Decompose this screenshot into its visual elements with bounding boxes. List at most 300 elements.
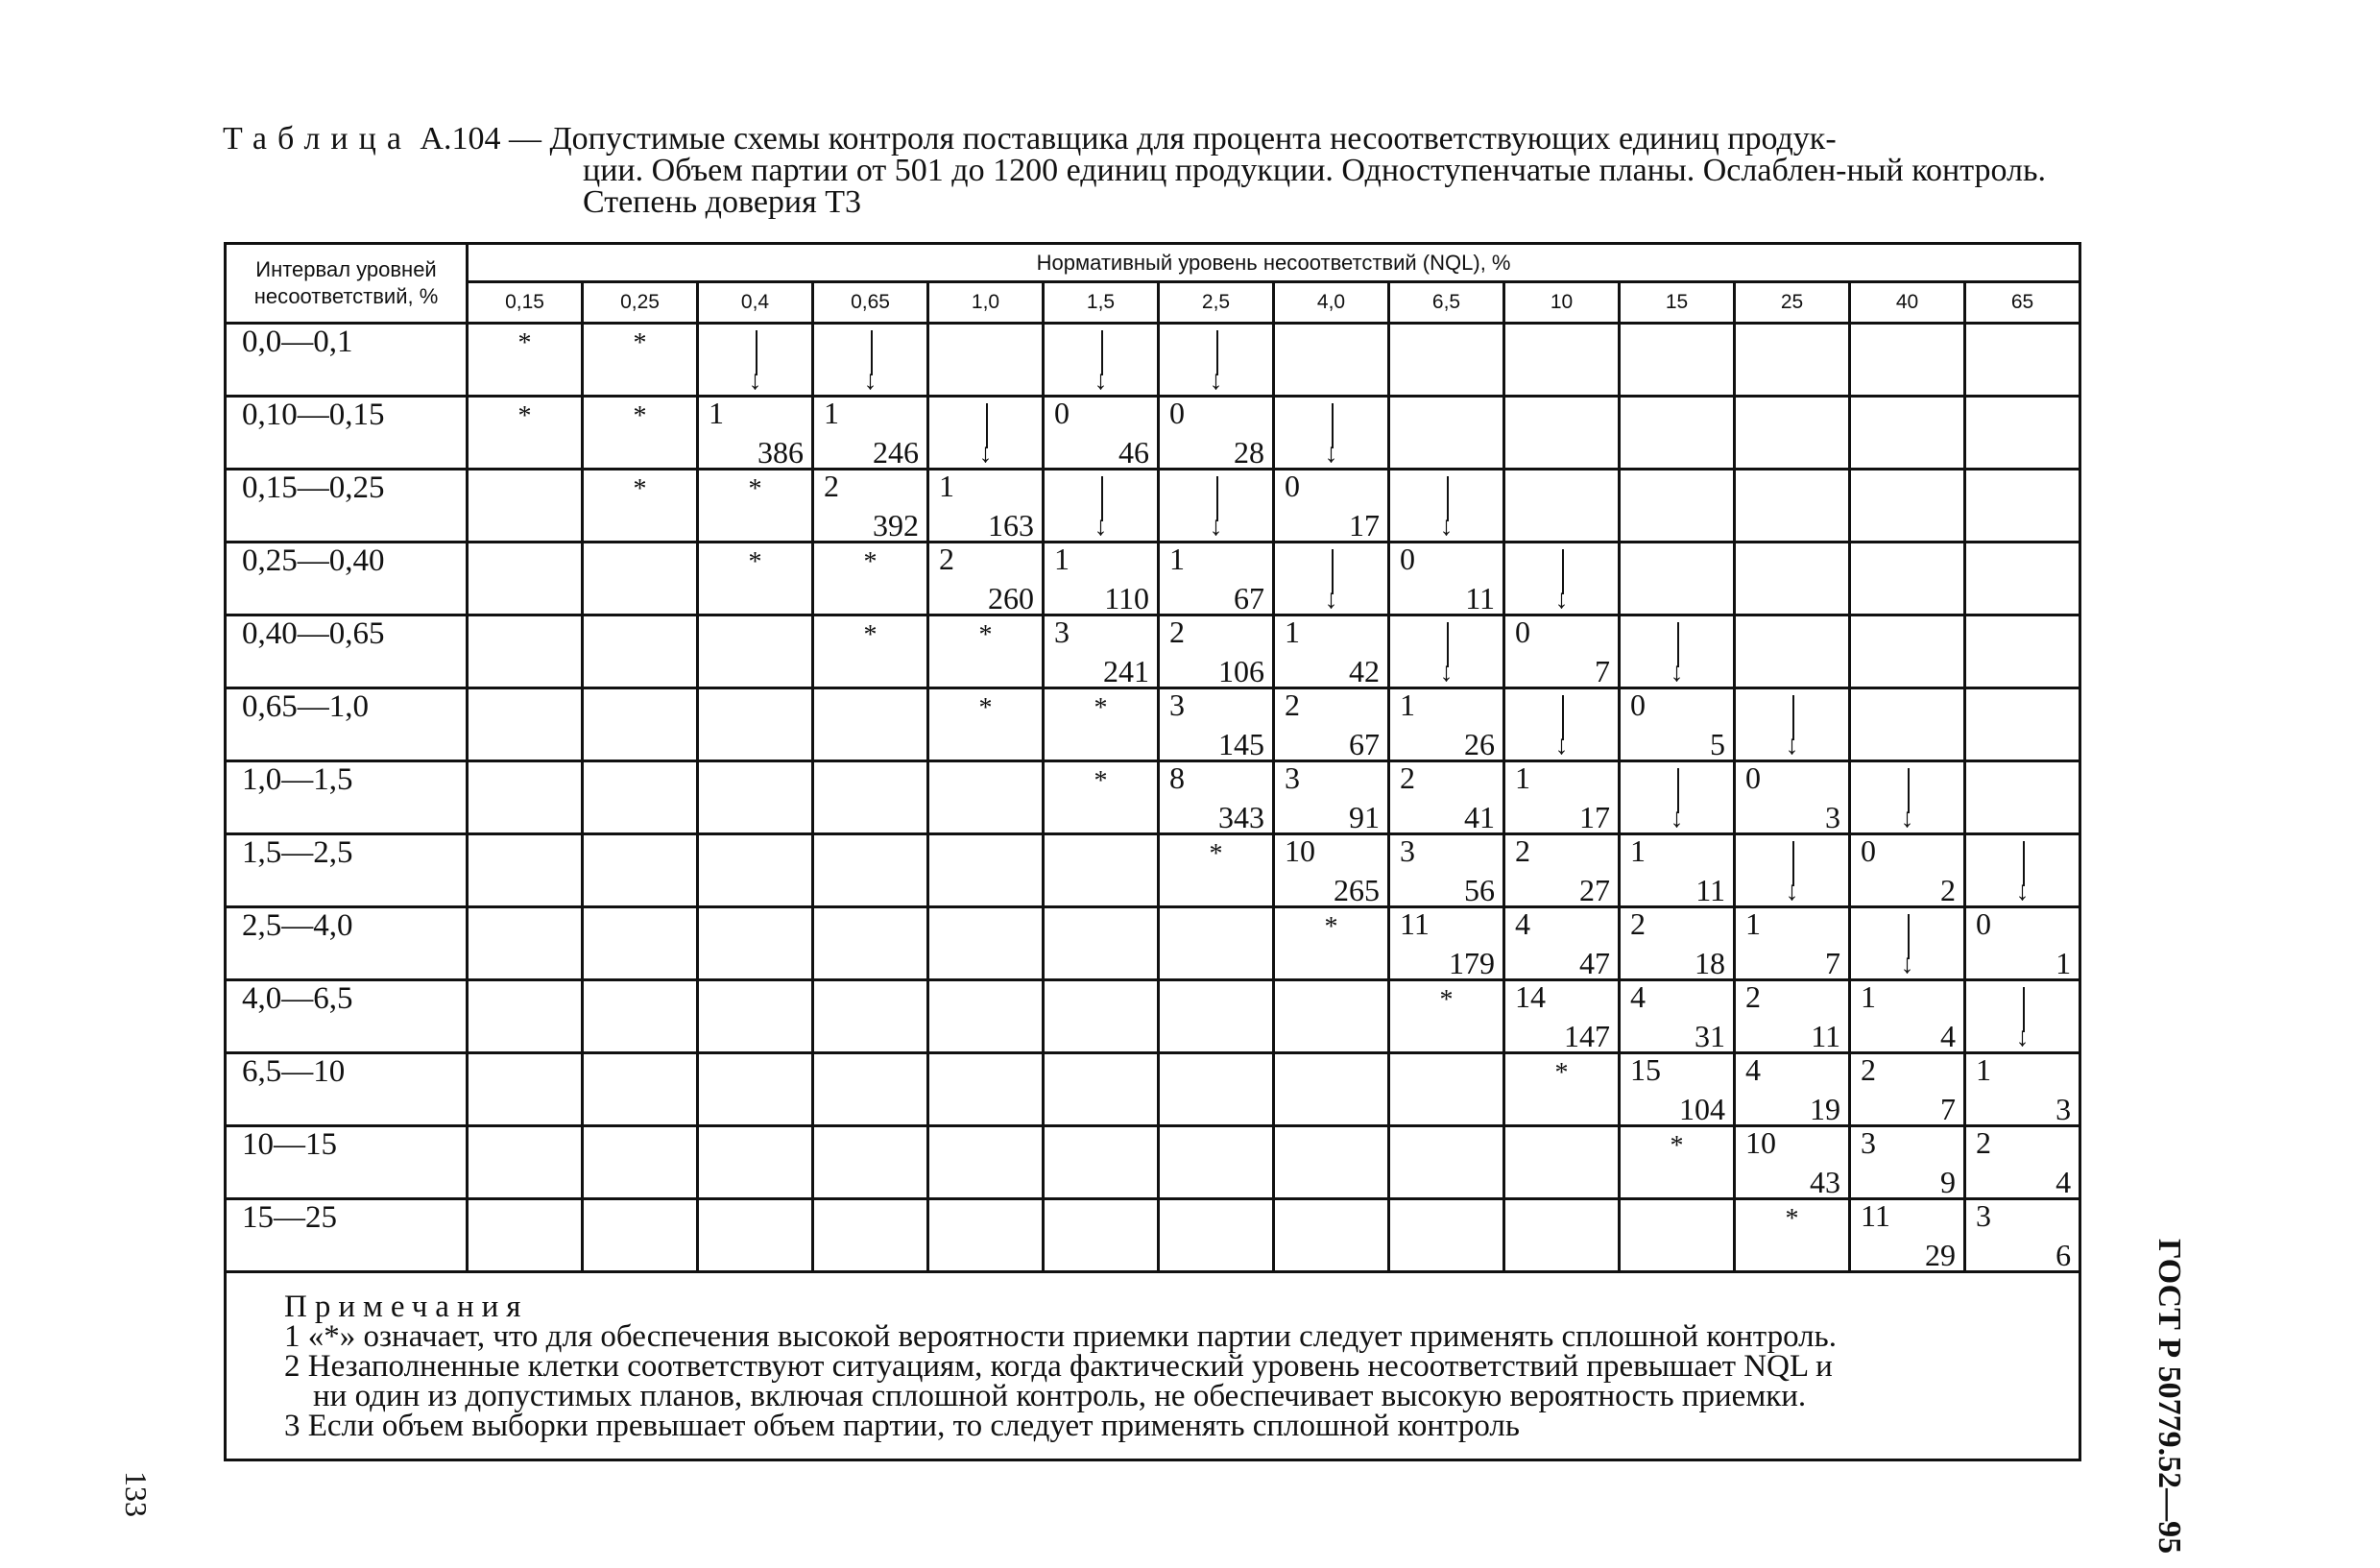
- full-inspection-mark: *: [863, 620, 877, 650]
- plan-cell: [1159, 615, 1274, 688]
- sample-size: 265: [1334, 873, 1380, 907]
- plan-cell: [1850, 1053, 1965, 1126]
- plan-cell: [1504, 615, 1620, 688]
- acceptance-number: 0: [1515, 615, 1530, 649]
- plan-cell: [1620, 907, 1735, 980]
- plan-cell: [1274, 397, 1389, 470]
- sample-size: 392: [873, 508, 919, 543]
- full-inspection-mark: *: [633, 474, 647, 504]
- sample-size: 1: [2055, 946, 2072, 980]
- plan-cell: [1504, 834, 1620, 907]
- plan-cell: [698, 1199, 813, 1272]
- sample-size: 91: [1349, 800, 1380, 834]
- plan-cell: [1274, 1126, 1389, 1199]
- acceptance-number: 3: [1861, 1125, 1876, 1160]
- plan-cell: [1159, 543, 1274, 615]
- plan-cell: [928, 397, 1044, 470]
- plan-cell: [1274, 1199, 1389, 1272]
- full-inspection-mark: *: [1670, 1131, 1684, 1161]
- plan-cell: [1965, 1199, 2080, 1272]
- acceptance-number: 4: [1630, 979, 1646, 1014]
- full-inspection-mark: *: [863, 547, 877, 577]
- sample-size: 5: [1710, 727, 1725, 761]
- sample-size: 11: [1811, 1019, 1840, 1053]
- table-row: [226, 980, 2080, 1053]
- plan-cell: [1850, 324, 1965, 397]
- plan-cell: [1274, 907, 1389, 980]
- acceptance-number: 1: [1169, 542, 1185, 576]
- plan-cell: [813, 688, 928, 761]
- sample-size: 145: [1218, 727, 1264, 761]
- row-interval-label: 0,40—0,65: [226, 615, 468, 688]
- plan-cell: [468, 834, 583, 907]
- plan-cell: [813, 1126, 928, 1199]
- plan-cell: [1735, 980, 1850, 1053]
- standard-code: ГОСТ Р 50779.52—95: [2152, 1239, 2187, 1555]
- plan-cell: [1274, 761, 1389, 834]
- plan-cell: [1389, 1053, 1504, 1126]
- plan-cell: [1735, 1126, 1850, 1199]
- plan-cell: [813, 543, 928, 615]
- plan-cell: [1389, 688, 1504, 761]
- plan-cell: [1504, 1053, 1620, 1126]
- arrow-head-icon: ↓: [2015, 877, 2030, 906]
- nql-header: 15: [1620, 282, 1735, 324]
- table-row: [226, 470, 2080, 543]
- sample-size: 18: [1695, 946, 1725, 980]
- plan-cell: [1850, 397, 1965, 470]
- sample-size: 106: [1218, 654, 1264, 688]
- arrow-head-icon: ↓: [1439, 658, 1454, 688]
- plan-cell: [1620, 397, 1735, 470]
- plan-cell: [813, 761, 928, 834]
- plan-cell: [1159, 907, 1274, 980]
- table-row: [226, 834, 2080, 907]
- sample-size: 7: [1940, 1092, 1956, 1126]
- plan-cell: [1735, 543, 1850, 615]
- row-interval-label: 4,0—6,5: [226, 980, 468, 1053]
- acceptance-number: 10: [1285, 833, 1315, 868]
- acceptance-number: 4: [1515, 906, 1530, 941]
- plan-cell: [1504, 688, 1620, 761]
- arrow-head-icon: ↓: [1209, 366, 1223, 396]
- acceptance-number: 0: [1400, 542, 1415, 576]
- plan-cell: [468, 688, 583, 761]
- arrow-head-icon: ↓: [1209, 512, 1223, 542]
- plan-cell: [1735, 1199, 1850, 1272]
- row-interval-label: 1,5—2,5: [226, 834, 468, 907]
- plan-cell: [1850, 615, 1965, 688]
- plan-cell: [1504, 543, 1620, 615]
- table-row: [226, 543, 2080, 615]
- acceptance-number: 2: [1630, 906, 1646, 941]
- plan-cell: [1389, 324, 1504, 397]
- full-inspection-mark: *: [1094, 693, 1108, 723]
- plan-cell: [1620, 688, 1735, 761]
- acceptance-number: 0: [1169, 396, 1185, 430]
- sample-size: 6: [2055, 1238, 2072, 1272]
- sample-size: 11: [1695, 873, 1725, 907]
- table-caption: [223, 123, 2066, 218]
- plan-cell: [1735, 761, 1850, 834]
- arrow-head-icon: ↓: [1670, 658, 1684, 688]
- acceptance-number: 4: [1745, 1052, 1761, 1087]
- sample-size: 7: [1825, 946, 1840, 980]
- sample-size: 46: [1118, 435, 1149, 470]
- nql-header: 65: [1965, 282, 2080, 324]
- plan-cell: [1504, 324, 1620, 397]
- plan-cell: [698, 688, 813, 761]
- acceptance-number: 0: [1976, 906, 1991, 941]
- row-interval-label: 2,5—4,0: [226, 907, 468, 980]
- acceptance-number: 3: [1169, 688, 1185, 722]
- plan-cell: [928, 980, 1044, 1053]
- note-2-cont: ни один из допустимых планов, включая сплошной контроль, не обеспечивает высокую вероятность приемки.: [313, 1379, 1807, 1413]
- plan-cell: [1044, 1053, 1159, 1126]
- arrow-head-icon: ↓: [1785, 877, 1799, 906]
- plan-cell: [813, 397, 928, 470]
- plan-cell: [1620, 1199, 1735, 1272]
- sample-size: 110: [1104, 581, 1149, 615]
- plan-cell: [698, 470, 813, 543]
- plan-cell: [1965, 688, 2080, 761]
- sample-size: 3: [1825, 800, 1840, 834]
- plan-cell: [1620, 761, 1735, 834]
- arrow-head-icon: ↓: [1670, 804, 1684, 833]
- plan-cell: [1620, 980, 1735, 1053]
- acceptance-number: 10: [1745, 1125, 1776, 1160]
- acceptance-number: 1: [824, 396, 839, 430]
- table-row: [226, 907, 2080, 980]
- plan-cell: [1735, 397, 1850, 470]
- plan-cell: [1735, 688, 1850, 761]
- sample-size: 67: [1234, 581, 1264, 615]
- plan-cell: [698, 324, 813, 397]
- caption-text: А.104 — Допустимые схемы контроля поставщика для процента несоответствующих единиц продук-: [420, 121, 1837, 157]
- plan-cell: [1504, 470, 1620, 543]
- plan-cell: [1159, 1126, 1274, 1199]
- plan-cell: [583, 397, 698, 470]
- sample-size: 386: [757, 435, 804, 470]
- plan-cell: [468, 761, 583, 834]
- nql-header: 0,25: [583, 282, 698, 324]
- full-inspection-mark: *: [633, 328, 647, 358]
- full-inspection-mark: *: [1439, 985, 1454, 1015]
- plan-cell: [583, 761, 698, 834]
- acceptance-number: 2: [1861, 1052, 1876, 1087]
- nql-header: 0,4: [698, 282, 813, 324]
- plan-cell: [1159, 761, 1274, 834]
- sample-size: 3: [2055, 1092, 2072, 1126]
- plan-cell: [813, 907, 928, 980]
- plan-cell: [928, 324, 1044, 397]
- plan-cell: [1620, 543, 1735, 615]
- arrow-head-icon: ↓: [863, 366, 877, 396]
- plan-cell: [1274, 1053, 1389, 1126]
- sample-size: 26: [1464, 727, 1495, 761]
- plan-cell: [698, 834, 813, 907]
- full-inspection-mark: *: [1554, 1058, 1569, 1088]
- row-interval-label: 0,25—0,40: [226, 543, 468, 615]
- plan-cell: [583, 470, 698, 543]
- plan-cell: [583, 1199, 698, 1272]
- plan-cell: [698, 615, 813, 688]
- caption-text-cont: ции. Объем партии от 501 до 1200 единиц продукции. Одноступенчатые планы. Ослаблен-ный контроль. Степень доверия Т3: [583, 153, 2046, 220]
- nql-header: 10: [1504, 282, 1620, 324]
- full-inspection-mark: *: [1209, 839, 1223, 869]
- full-inspection-mark: *: [748, 547, 762, 577]
- acceptance-number: 0: [1054, 396, 1070, 430]
- plan-cell: [1159, 980, 1274, 1053]
- full-inspection-mark: *: [978, 620, 993, 650]
- plan-cell: [928, 543, 1044, 615]
- plan-cell: [1735, 470, 1850, 543]
- plan-cell: [1159, 324, 1274, 397]
- plan-cell: [928, 761, 1044, 834]
- page-number: 133: [119, 1471, 154, 1517]
- plan-cell: [1159, 834, 1274, 907]
- plan-cell: [468, 1126, 583, 1199]
- full-inspection-mark: *: [1324, 912, 1338, 942]
- nql-group-header: Нормативный уровень несоответствий (NQL), %: [468, 244, 2080, 282]
- sample-size: 4: [1940, 1019, 1956, 1053]
- plan-cell: [468, 907, 583, 980]
- sample-size: 17: [1349, 508, 1380, 543]
- acceptance-number: 0: [1630, 688, 1646, 722]
- nql-header: 25: [1735, 282, 1850, 324]
- sample-size: 179: [1449, 946, 1495, 980]
- row-interval-label: 0,0—0,1: [226, 324, 468, 397]
- plan-cell: [1850, 907, 1965, 980]
- sample-size: 17: [1579, 800, 1610, 834]
- table-row: [226, 324, 2080, 397]
- acceptance-number: 0: [1861, 833, 1876, 868]
- plan-cell: [698, 980, 813, 1053]
- table-row: [226, 688, 2080, 761]
- plan-cell: [1044, 324, 1159, 397]
- acceptance-number: 1: [1976, 1052, 1991, 1087]
- plan-cell: [928, 615, 1044, 688]
- acceptance-number: 2: [1745, 979, 1761, 1014]
- plan-cell: [1044, 761, 1159, 834]
- plan-cell: [1965, 324, 2080, 397]
- sample-size: 241: [1103, 654, 1149, 688]
- plan-cell: [1504, 907, 1620, 980]
- acceptance-plans-table: [224, 242, 2081, 1461]
- plan-cell: [928, 1126, 1044, 1199]
- acceptance-number: 2: [1976, 1125, 1991, 1160]
- sample-size: 41: [1464, 800, 1495, 834]
- row-interval-label: 0,10—0,15: [226, 397, 468, 470]
- plan-cell: [468, 543, 583, 615]
- plan-cell: [468, 397, 583, 470]
- arrow-head-icon: ↓: [1900, 804, 1914, 833]
- plan-cell: [583, 1053, 698, 1126]
- row-interval-label: 1,0—1,5: [226, 761, 468, 834]
- plan-cell: [1850, 1199, 1965, 1272]
- nql-header: 1,5: [1044, 282, 1159, 324]
- plan-cell: [583, 688, 698, 761]
- plan-cell: [1850, 543, 1965, 615]
- acceptance-number: 1: [939, 469, 954, 503]
- row-interval-label: 10—15: [226, 1126, 468, 1199]
- plan-cell: [813, 1199, 928, 1272]
- sample-size: 43: [1810, 1165, 1840, 1199]
- sample-size: 163: [988, 508, 1034, 543]
- plan-cell: [1044, 907, 1159, 980]
- plan-cell: [1965, 470, 2080, 543]
- full-inspection-mark: *: [517, 401, 532, 431]
- table-row: [226, 761, 2080, 834]
- acceptance-number: 2: [1515, 833, 1530, 868]
- plan-cell: [813, 834, 928, 907]
- arrow-head-icon: ↓: [748, 366, 762, 396]
- plan-cell: [1389, 543, 1504, 615]
- full-inspection-mark: *: [517, 328, 532, 358]
- row-interval-label: 0,65—1,0: [226, 688, 468, 761]
- plan-cell: [1850, 688, 1965, 761]
- sample-size: 47: [1579, 946, 1610, 980]
- table-row: [226, 615, 2080, 688]
- plan-cell: [1850, 980, 1965, 1053]
- plan-cell: [928, 907, 1044, 980]
- plan-cell: [1159, 1199, 1274, 1272]
- plan-cell: [1274, 980, 1389, 1053]
- note-1: 1 «*» означает, что для обеспечения высокой вероятности приемки партии следует применять сплошной контроль.: [284, 1319, 1837, 1354]
- plan-cell: [1504, 980, 1620, 1053]
- plan-cell: [1044, 397, 1159, 470]
- arrow-head-icon: ↓: [1785, 731, 1799, 760]
- plan-cell: [468, 615, 583, 688]
- plan-cell: [1965, 1053, 2080, 1126]
- notes-title: Примечания: [284, 1290, 529, 1324]
- plan-cell: [1044, 543, 1159, 615]
- sample-size: 7: [1595, 654, 1610, 688]
- nql-header: 0,15: [468, 282, 583, 324]
- arrow-head-icon: ↓: [1554, 585, 1569, 615]
- arrow-head-icon: ↓: [1554, 731, 1569, 760]
- interval-column-header: Интервал уровней несоответствий, %: [226, 244, 468, 324]
- plan-cell: [1159, 397, 1274, 470]
- acceptance-number: 1: [1515, 760, 1530, 795]
- nql-header: 1,0: [928, 282, 1044, 324]
- acceptance-number: 1: [709, 396, 724, 430]
- acceptance-number: 2: [1400, 760, 1415, 795]
- plan-cell: [813, 980, 928, 1053]
- sample-size: 9: [1940, 1165, 1956, 1199]
- full-inspection-mark: *: [633, 401, 647, 431]
- plan-cell: [698, 543, 813, 615]
- plan-cell: [1965, 761, 2080, 834]
- row-interval-label: 15—25: [226, 1199, 468, 1272]
- plan-cell: [1620, 470, 1735, 543]
- plan-cell: [1389, 397, 1504, 470]
- plan-cell: [813, 1053, 928, 1126]
- plan-cell: [1044, 615, 1159, 688]
- plan-cell: [583, 1126, 698, 1199]
- plan-cell: [1965, 615, 2080, 688]
- arrow-head-icon: ↓: [1094, 512, 1108, 542]
- acceptance-number: 8: [1169, 760, 1185, 795]
- arrow-head-icon: ↓: [1324, 439, 1338, 469]
- acceptance-number: 0: [1745, 760, 1761, 795]
- plan-cell: [1159, 1053, 1274, 1126]
- plan-cell: [928, 1199, 1044, 1272]
- acceptance-number: 11: [1861, 1198, 1890, 1233]
- plan-cell: [813, 470, 928, 543]
- sample-size: 29: [1925, 1238, 1956, 1272]
- sample-size: 11: [1465, 581, 1495, 615]
- acceptance-number: 3: [1054, 615, 1070, 649]
- table-row: [226, 1199, 2080, 1272]
- full-inspection-mark: *: [978, 693, 993, 723]
- nql-header: 40: [1850, 282, 1965, 324]
- row-interval-label: 0,15—0,25: [226, 470, 468, 543]
- plan-cell: [1274, 324, 1389, 397]
- acceptance-number: 1: [1861, 979, 1876, 1014]
- plan-cell: [1044, 834, 1159, 907]
- plan-cell: [1850, 470, 1965, 543]
- acceptance-number: 3: [1400, 833, 1415, 868]
- full-inspection-mark: *: [1785, 1204, 1799, 1234]
- plan-cell: [1389, 907, 1504, 980]
- plan-cell: [1389, 470, 1504, 543]
- plan-cell: [1274, 834, 1389, 907]
- plan-cell: [468, 980, 583, 1053]
- plan-cell: [1965, 834, 2080, 907]
- plan-cell: [1044, 980, 1159, 1053]
- acceptance-number: 3: [1285, 760, 1300, 795]
- nql-header: 4,0: [1274, 282, 1389, 324]
- arrow-head-icon: ↓: [1439, 512, 1454, 542]
- plan-cell: [1274, 615, 1389, 688]
- full-inspection-mark: *: [748, 474, 762, 504]
- acceptance-number: 1: [1054, 542, 1070, 576]
- plan-cell: [698, 1126, 813, 1199]
- arrow-head-icon: ↓: [1094, 366, 1108, 396]
- note-3: 3 Если объем выборки превышает объем партии, то следует применять сплошной контроль: [284, 1409, 1520, 1443]
- plan-cell: [1620, 1126, 1735, 1199]
- acceptance-number: 0: [1285, 469, 1300, 503]
- plan-cell: [1735, 1053, 1850, 1126]
- plan-cell: [583, 907, 698, 980]
- plan-cell: [1504, 761, 1620, 834]
- acceptance-number: 3: [1976, 1198, 1991, 1233]
- sample-size: 147: [1564, 1019, 1610, 1053]
- plan-cell: [468, 1199, 583, 1272]
- acceptance-number: 1: [1745, 906, 1761, 941]
- acceptance-number: 2: [1285, 688, 1300, 722]
- nql-header: 0,65: [813, 282, 928, 324]
- plan-cell: [698, 397, 813, 470]
- row-interval-label: 6,5—10: [226, 1053, 468, 1126]
- plan-cell: [698, 907, 813, 980]
- plan-cell: [1159, 688, 1274, 761]
- plan-cell: [583, 834, 698, 907]
- plan-cell: [928, 688, 1044, 761]
- acceptance-number: 1: [1285, 615, 1300, 649]
- sample-size: 104: [1679, 1092, 1725, 1126]
- plan-cell: [698, 1053, 813, 1126]
- plan-cell: [583, 543, 698, 615]
- plan-cell: [1620, 1053, 1735, 1126]
- acceptance-number: 2: [1169, 615, 1185, 649]
- plan-cell: [468, 1053, 583, 1126]
- sample-size: 19: [1810, 1092, 1840, 1126]
- plan-cell: [698, 761, 813, 834]
- sample-size: 260: [988, 581, 1034, 615]
- note-2: 2 Незаполненные клетки соответствуют ситуациям, когда фактический уровень несоответствий превышает NQL и: [284, 1349, 1833, 1384]
